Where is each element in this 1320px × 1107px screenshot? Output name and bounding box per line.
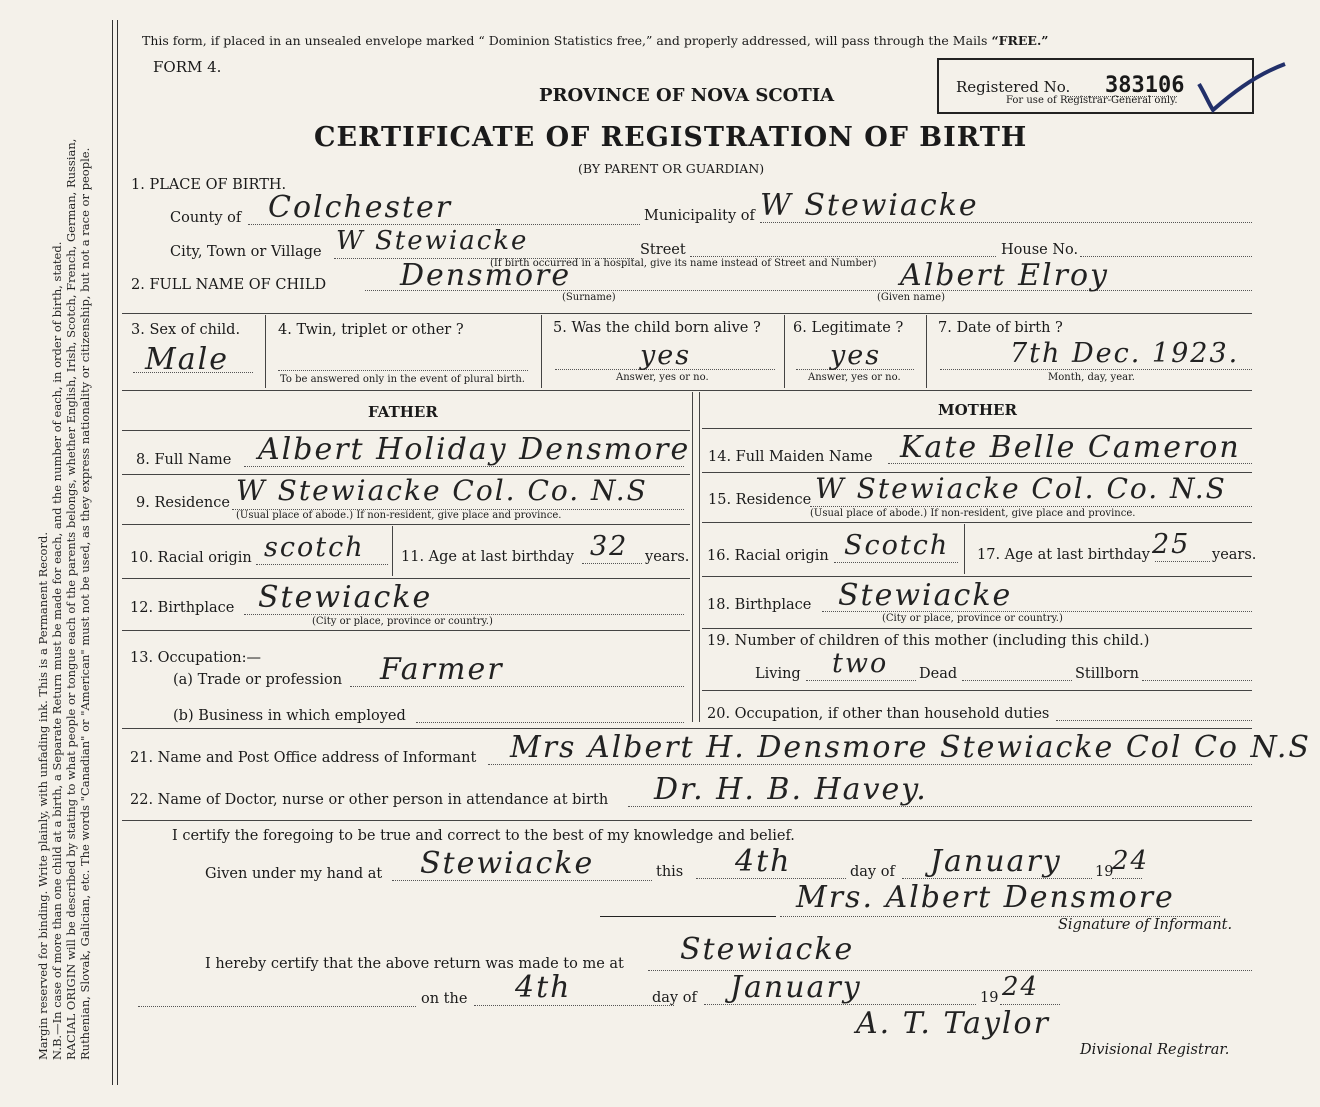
margin-line-3: RACIAL ORIGIN will be described by stating to what people or tongue each of the parents belongs, whether English, Irish, Scotch, French, German, Russian, xyxy=(64,138,78,1060)
mother-heading-rule xyxy=(702,428,1252,429)
mother-birthplace-label: 18. Birthplace xyxy=(707,597,812,613)
registrar-year-line xyxy=(1000,1004,1060,1005)
box-divider-3 xyxy=(784,315,785,388)
plural-birth-note: To be answered only in the event of plural birth. xyxy=(280,374,525,385)
informant-signature-label: Signature of Informant. xyxy=(1058,917,1233,933)
mother-divider-16-17 xyxy=(964,524,965,574)
given-year-prefix: 19 xyxy=(1095,864,1114,880)
surname-value: Densmore xyxy=(400,258,572,293)
county-value: Colchester xyxy=(268,190,453,225)
mother-residence-line xyxy=(810,506,1252,507)
given-this-label: this xyxy=(656,864,684,880)
municipality-label: Municipality of xyxy=(644,208,755,224)
check-mark-icon xyxy=(1195,60,1290,116)
mother-racial-label: 16. Racial origin xyxy=(707,548,829,564)
street-line xyxy=(690,256,996,257)
mother-heading: MOTHER xyxy=(938,401,1017,419)
rule-f15 xyxy=(702,522,1252,523)
sex-label: 3. Sex of child. xyxy=(131,322,241,338)
given-year-value: 24 xyxy=(1112,846,1150,876)
informant-signature: Mrs. Albert Densmore xyxy=(796,880,1175,915)
father-residence-value: W Stewiacke Col. Co. N.S xyxy=(236,474,648,507)
father-racial-value: scotch xyxy=(264,532,365,563)
given-dayof-label: day of xyxy=(850,864,895,880)
informant-label: 21. Name and Post Office address of Informant xyxy=(130,750,477,766)
business-label: (b) Business in which employed xyxy=(173,708,406,724)
registrar-note: For use of Registrar-General only. xyxy=(1006,95,1178,106)
signature-rule-left xyxy=(600,916,776,917)
mother-age-line xyxy=(1155,561,1210,562)
father-birthplace-value: Stewiacke xyxy=(258,580,433,615)
dob-note: Month, day, year. xyxy=(1048,372,1135,383)
rule-f12 xyxy=(122,630,690,631)
box-divider-2 xyxy=(541,315,542,388)
mother-age-label: 17. Age at last birthday xyxy=(977,547,1150,563)
given-name-note: (Given name) xyxy=(877,292,945,303)
box-divider-1 xyxy=(265,315,266,388)
street-label: Street xyxy=(640,242,686,258)
registrar-signature-label: Divisional Registrar. xyxy=(1080,1042,1230,1058)
center-divider xyxy=(692,392,693,722)
rule-bottom-boxes xyxy=(122,390,1252,391)
dead-line xyxy=(962,680,1072,681)
living-line xyxy=(806,680,916,681)
given-day-value: 4th xyxy=(735,844,792,879)
father-heading: FATHER xyxy=(368,403,438,421)
stillborn-label: Stillborn xyxy=(1075,666,1139,682)
mother-residence-note: (Usual place of abode.) If non-resident, give place and province. xyxy=(810,508,1136,519)
box-divider-4 xyxy=(926,315,927,388)
legitimate-note: Answer, yes or no. xyxy=(808,372,901,383)
county-label: County of xyxy=(170,210,242,226)
father-residence-label: 9. Residence xyxy=(136,495,230,511)
registrar-year-value: 24 xyxy=(1002,972,1040,1002)
plural-birth-label: 4. Twin, triplet or other ? xyxy=(278,322,464,338)
sex-value: Male xyxy=(145,342,229,377)
father-divider-10-11 xyxy=(392,526,393,576)
father-racial-label: 10. Racial origin xyxy=(130,550,252,566)
doctor-label: 22. Name of Doctor, nurse or other person in attendance at birth xyxy=(130,792,609,808)
municipality-value: W Stewiacke xyxy=(760,188,979,223)
margin-line-4: Ruthenian, Slovak, Galician, etc. The words "Canadian" or "American" must not be used, as they express nationality or citizenship, but not a race or people. xyxy=(78,147,92,1060)
father-age-label: 11. Age at last birthday xyxy=(401,549,574,565)
father-age-line xyxy=(582,563,642,564)
registrar-year-prefix: 19 xyxy=(980,990,999,1006)
doctor-value: Dr. H. B. Havey. xyxy=(654,772,928,807)
mother-occupation-line xyxy=(1056,720,1252,721)
dob-label: 7. Date of birth ? xyxy=(938,320,1063,336)
hospital-note: (If birth occurred in a hospital, give its name instead of Street and Number) xyxy=(490,258,877,269)
rule-parents-bottom xyxy=(122,728,1252,729)
given-name-value: Albert Elroy xyxy=(900,258,1109,293)
city-label: City, Town or Village xyxy=(170,244,322,260)
given-month-value: January xyxy=(930,844,1062,879)
mother-residence-value: W Stewiacke Col. Co. N.S xyxy=(815,472,1227,505)
mail-notice: This form, if placed in an unsealed envelope marked “ Dominion Statistics free,” and properly addressed, will pass through the Mails “FREE.” xyxy=(142,33,1049,48)
father-name-label: 8. Full Name xyxy=(136,452,232,468)
children-label: 19. Number of children of this mother (including this child.) xyxy=(707,633,1150,649)
city-value: W Stewiacke xyxy=(336,226,529,256)
house-line xyxy=(1080,256,1252,257)
plural-birth-line xyxy=(278,370,528,371)
rule-f16 xyxy=(702,576,1252,577)
given-under-label: Given under my hand at xyxy=(205,866,383,882)
living-value: two xyxy=(832,648,889,679)
registered-label: Registered No. xyxy=(956,78,1071,96)
certify-text: I certify the foregoing to be true and correct to the best of my knowledge and belief. xyxy=(172,828,795,844)
province-heading: PROVINCE OF NOVA SCOTIA xyxy=(539,85,835,106)
mother-name-value: Kate Belle Cameron xyxy=(900,430,1241,465)
binding-rule xyxy=(112,20,113,1085)
given-year-line xyxy=(1112,878,1142,879)
registrar-month-value: January xyxy=(730,970,862,1005)
house-label: House No. xyxy=(1001,242,1079,258)
place-of-birth-label: 1. PLACE OF BIRTH. xyxy=(131,177,287,193)
father-heading-rule xyxy=(122,430,690,431)
mother-name-label: 14. Full Maiden Name xyxy=(708,449,873,465)
father-residence-note: (Usual place of abode.) If non-resident, give place and province. xyxy=(236,510,562,521)
rule-f10 xyxy=(122,578,690,579)
mother-years-label: years. xyxy=(1212,547,1257,563)
dob-line xyxy=(940,369,1252,370)
mother-birthplace-note: (City or place, province or country.) xyxy=(882,613,1063,624)
born-alive-note: Answer, yes or no. xyxy=(616,372,709,383)
certificate-title: CERTIFICATE OF REGISTRATION OF BIRTH xyxy=(314,122,1028,153)
registrar-place-value: Stewiacke xyxy=(680,932,855,967)
mother-birthplace-value: Stewiacke xyxy=(838,578,1013,613)
mother-racial-line xyxy=(834,562,958,563)
stillborn-line xyxy=(1142,680,1252,681)
certificate-subtitle: (BY PARENT OR GUARDIAN) xyxy=(578,161,765,176)
margin-instructions xyxy=(36,20,92,1060)
given-place-value: Stewiacke xyxy=(420,846,595,881)
father-age-value: 32 xyxy=(590,531,629,562)
trade-value: Farmer xyxy=(380,652,504,687)
father-racial-line xyxy=(256,564,388,565)
center-divider-2 xyxy=(699,392,700,722)
rule-doctor xyxy=(122,820,1252,821)
dead-label: Dead xyxy=(919,666,958,682)
legitimate-value: yes xyxy=(830,340,882,371)
rule-f18 xyxy=(702,628,1252,629)
dob-value: 7th Dec. 1923. xyxy=(1010,338,1240,369)
father-name-value: Albert Holiday Densmore xyxy=(258,432,691,467)
margin-line-2: N.B.—In case of more than one child at a birth, a Separate Return must be made for each, and the number of each, in order of birth, stated. xyxy=(50,241,64,1060)
rule-top-boxes xyxy=(122,313,1252,314)
rule-f19 xyxy=(702,690,1252,691)
informant-value: Mrs Albert H. Densmore Stewiacke Col Co N.S xyxy=(510,730,1311,765)
mother-occupation-label: 20. Occupation, if other than household duties xyxy=(707,706,1050,722)
binding-rule-2 xyxy=(117,20,118,1085)
occupation-label: 13. Occupation:— xyxy=(130,650,261,666)
registrar-cert-label: I hereby certify that the above return was made to me at xyxy=(205,956,624,972)
registrar-onthe-label: on the xyxy=(421,991,468,1007)
surname-note: (Surname) xyxy=(562,292,616,303)
mother-age-value: 25 xyxy=(1152,529,1191,560)
mother-residence-label: 15. Residence xyxy=(708,492,812,508)
full-name-label: 2. FULL NAME OF CHILD xyxy=(131,277,327,293)
father-birthplace-label: 12. Birthplace xyxy=(130,600,235,616)
registrar-dayof-label: day of xyxy=(652,990,697,1006)
born-alive-label: 5. Was the child born alive ? xyxy=(553,320,761,336)
registrar-signature: A. T. Taylor xyxy=(856,1006,1050,1041)
father-birthplace-note: (City or place, province or country.) xyxy=(312,616,493,627)
business-line xyxy=(416,722,684,723)
trade-label: (a) Trade or profession xyxy=(173,672,343,688)
living-label: Living xyxy=(755,666,801,682)
rule-f9 xyxy=(122,524,690,525)
born-alive-value: yes xyxy=(640,340,692,371)
registrar-day-line xyxy=(474,1005,674,1006)
registrar-leader-line xyxy=(138,1006,416,1007)
mother-racial-value: Scotch xyxy=(844,530,950,561)
registrar-day-value: 4th xyxy=(515,970,572,1005)
father-years-label: years. xyxy=(645,549,690,565)
form-number: FORM 4. xyxy=(153,58,222,76)
margin-line-1: Margin reserved for binding. Write plainly, with unfading ink. This is a Permanent Record. xyxy=(36,532,50,1060)
legitimate-label: 6. Legitimate ? xyxy=(793,320,904,336)
registered-number: 383106 xyxy=(1105,73,1185,98)
